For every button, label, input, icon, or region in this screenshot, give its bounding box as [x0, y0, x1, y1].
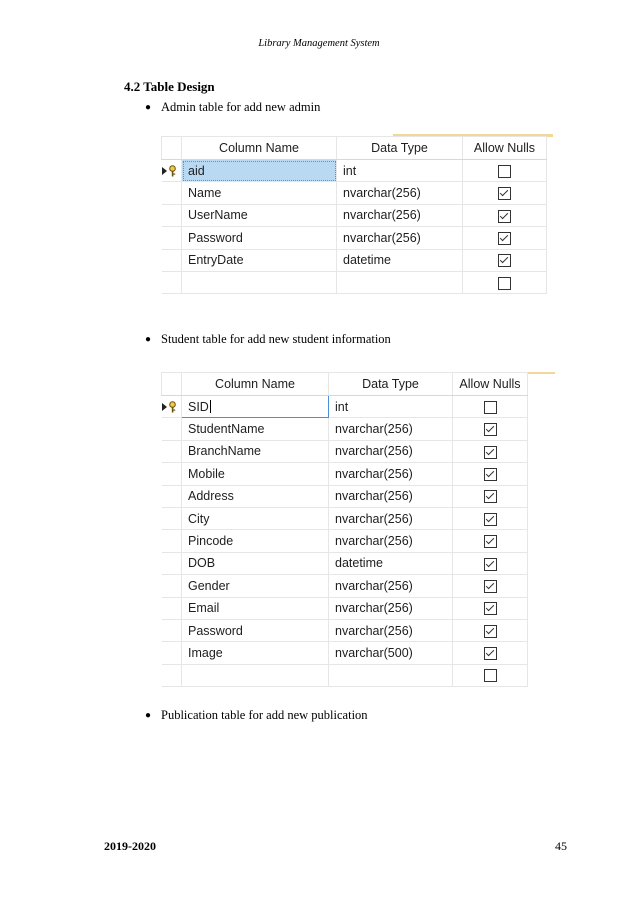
column-name-text: Name: [188, 186, 222, 201]
table-row[interactable]: [162, 619, 528, 641]
table-row[interactable]: [162, 530, 528, 552]
allow-nulls-checkbox[interactable]: [498, 232, 511, 245]
table-row[interactable]: [162, 552, 528, 574]
column-name-cell[interactable]: [182, 396, 329, 418]
column-name-text: Email: [188, 601, 220, 616]
bullet-text: Publication table for add new publication: [161, 708, 368, 722]
row-selector[interactable]: [162, 530, 182, 552]
bullet-icon: ●: [145, 710, 152, 721]
row-selector[interactable]: [162, 249, 182, 271]
row-selector[interactable]: [162, 271, 182, 293]
column-name-text: BranchName: [188, 444, 261, 459]
bullet-publication-table: [145, 708, 368, 723]
allow-nulls-cell: [463, 204, 547, 226]
primary-key-icon: [168, 401, 177, 413]
column-name-text: StudentName: [188, 422, 265, 437]
table-row[interactable]: [162, 396, 528, 418]
allow-nulls-checkbox[interactable]: [498, 254, 511, 267]
column-name-text: Address: [188, 489, 234, 504]
column-name-cell[interactable]: [182, 642, 329, 664]
allow-nulls-cell: [453, 507, 528, 529]
allow-nulls-cell: [463, 182, 547, 204]
column-name-cell[interactable]: [182, 664, 329, 686]
column-name-text: Password: [188, 230, 243, 245]
table-row[interactable]: [162, 271, 547, 293]
data-type-cell[interactable]: nvarchar(256): [329, 485, 453, 507]
allow-nulls-cell: [453, 575, 528, 597]
column-name-text: Pincode: [188, 534, 234, 549]
row-selector[interactable]: [162, 160, 182, 182]
data-type-cell[interactable]: [337, 271, 463, 293]
column-name-text: EntryDate: [188, 253, 244, 268]
table-row[interactable]: [162, 182, 547, 204]
row-selector[interactable]: [162, 440, 182, 462]
allow-nulls-checkbox[interactable]: [498, 187, 511, 200]
allow-nulls-checkbox[interactable]: [498, 165, 511, 178]
allow-nulls-cell: [453, 418, 528, 440]
footer-year: 2019-2020: [104, 839, 156, 853]
allow-nulls-cell: [453, 530, 528, 552]
column-name-cell[interactable]: [182, 271, 337, 293]
column-name-cell[interactable]: [182, 530, 329, 552]
grid-header-row: [162, 137, 547, 160]
page-header: Library Management System: [258, 38, 380, 49]
bullet-text: Student table for add new student information: [161, 332, 391, 346]
column-name-header[interactable]: Column Name: [182, 373, 329, 396]
data-type-cell[interactable]: nvarchar(256): [329, 418, 453, 440]
row-selector[interactable]: [162, 182, 182, 204]
data-type-cell[interactable]: nvarchar(256): [329, 530, 453, 552]
column-name-cell[interactable]: [182, 507, 329, 529]
allow-nulls-cell: [453, 619, 528, 641]
column-name-text: City: [188, 511, 210, 526]
data-type-cell[interactable]: nvarchar(256): [337, 227, 463, 249]
data-type-cell[interactable]: int: [329, 396, 453, 418]
row-selector[interactable]: [162, 575, 182, 597]
allow-nulls-header[interactable]: Allow Nulls: [463, 137, 547, 160]
data-type-cell[interactable]: nvarchar(256): [329, 440, 453, 462]
table-row[interactable]: [162, 463, 528, 485]
column-name-cell[interactable]: [182, 160, 337, 182]
column-name-cell[interactable]: [182, 249, 337, 271]
allow-nulls-cell: [453, 463, 528, 485]
column-name-cell[interactable]: [182, 227, 337, 249]
allow-nulls-checkbox[interactable]: [484, 535, 497, 548]
column-name-text: DOB: [188, 556, 216, 571]
column-name-cell[interactable]: [182, 182, 337, 204]
current-row-indicator-icon: [162, 400, 177, 414]
allow-nulls-checkbox[interactable]: [484, 446, 497, 459]
admin-table-designer: [161, 136, 547, 294]
admin-columns-grid: [161, 136, 547, 294]
column-name-text: Image: [188, 645, 223, 660]
column-name-cell[interactable]: [182, 575, 329, 597]
allow-nulls-cell: [453, 664, 528, 686]
column-name-cell[interactable]: [182, 485, 329, 507]
allow-nulls-cell: [463, 160, 547, 182]
column-name-header[interactable]: Column Name: [182, 137, 337, 160]
column-name-cell[interactable]: [182, 597, 329, 619]
data-type-header[interactable]: Data Type: [329, 373, 453, 396]
allow-nulls-checkbox[interactable]: [484, 558, 497, 571]
row-selector[interactable]: [162, 463, 182, 485]
data-type-cell[interactable]: datetime: [329, 552, 453, 574]
allow-nulls-checkbox[interactable]: [498, 277, 511, 290]
text-cursor: [210, 400, 211, 413]
section-heading: 4.2 Table Design: [124, 79, 215, 94]
allow-nulls-header[interactable]: Allow Nulls: [453, 373, 528, 396]
current-row-indicator-icon: [162, 164, 177, 178]
bullet-icon: ●: [145, 334, 152, 345]
allow-nulls-cell: [453, 597, 528, 619]
row-selector[interactable]: [162, 619, 182, 641]
column-name-cell[interactable]: [182, 418, 329, 440]
allow-nulls-checkbox[interactable]: [484, 647, 497, 660]
allow-nulls-cell: [463, 249, 547, 271]
data-type-cell[interactable]: nvarchar(500): [329, 642, 453, 664]
table-row[interactable]: [162, 204, 547, 226]
allow-nulls-checkbox[interactable]: [484, 513, 497, 526]
row-selector[interactable]: [162, 664, 182, 686]
table-row[interactable]: [162, 440, 528, 462]
bullet-text: Admin table for add new admin: [161, 100, 321, 114]
data-type-header[interactable]: Data Type: [337, 137, 463, 160]
allow-nulls-checkbox[interactable]: [484, 580, 497, 593]
column-name-cell[interactable]: [182, 204, 337, 226]
data-type-cell[interactable]: nvarchar(256): [337, 182, 463, 204]
data-type-cell[interactable]: datetime: [337, 249, 463, 271]
data-type-cell[interactable]: int: [337, 160, 463, 182]
allow-nulls-checkbox[interactable]: [484, 602, 497, 615]
table-row[interactable]: [162, 597, 528, 619]
allow-nulls-cell: [453, 396, 528, 418]
allow-nulls-cell: [453, 642, 528, 664]
row-selector[interactable]: [162, 642, 182, 664]
allow-nulls-cell: [463, 227, 547, 249]
student-columns-grid: [161, 372, 528, 687]
column-name-cell[interactable]: [182, 619, 329, 641]
table-row[interactable]: [162, 160, 547, 182]
allow-nulls-cell: [463, 271, 547, 293]
column-name-text: SID: [188, 399, 209, 414]
data-type-cell[interactable]: nvarchar(256): [329, 463, 453, 485]
row-selector[interactable]: [162, 597, 182, 619]
table-row[interactable]: [162, 507, 528, 529]
column-name-cell[interactable]: [182, 552, 329, 574]
row-selector[interactable]: [162, 485, 182, 507]
table-row[interactable]: [162, 249, 547, 271]
table-row[interactable]: [162, 664, 528, 686]
allow-nulls-cell: [453, 440, 528, 462]
table-row[interactable]: [162, 418, 528, 440]
row-selector[interactable]: [162, 227, 182, 249]
row-selector-header: [162, 373, 182, 396]
row-selector[interactable]: [162, 396, 182, 418]
table-row[interactable]: [162, 227, 547, 249]
row-selector-header: [162, 137, 182, 160]
page-number: 45: [555, 839, 567, 853]
column-name-cell[interactable]: [182, 463, 329, 485]
table-row[interactable]: [162, 642, 528, 664]
allow-nulls-cell: [453, 485, 528, 507]
primary-key-icon: [168, 165, 177, 177]
student-table-designer: [161, 372, 528, 687]
data-type-cell[interactable]: nvarchar(256): [329, 619, 453, 641]
allow-nulls-checkbox[interactable]: [484, 401, 497, 414]
data-type-cell[interactable]: nvarchar(256): [329, 597, 453, 619]
row-selector[interactable]: [162, 552, 182, 574]
column-name-text: Password: [188, 623, 243, 638]
allow-nulls-checkbox[interactable]: [484, 669, 497, 682]
data-type-cell[interactable]: nvarchar(256): [329, 507, 453, 529]
bullet-icon: ●: [145, 102, 152, 113]
row-selector[interactable]: [162, 507, 182, 529]
allow-nulls-checkbox[interactable]: [484, 468, 497, 481]
data-type-cell[interactable]: [329, 664, 453, 686]
column-name-cell[interactable]: [182, 440, 329, 462]
table-row[interactable]: [162, 575, 528, 597]
column-name-text: UserName: [188, 208, 248, 223]
allow-nulls-cell: [453, 552, 528, 574]
data-type-cell[interactable]: nvarchar(256): [337, 204, 463, 226]
column-name-text: aid: [188, 163, 205, 178]
bullet-student-table: [145, 332, 391, 347]
grid-header-row: [162, 373, 528, 396]
allow-nulls-checkbox[interactable]: [484, 490, 497, 503]
allow-nulls-checkbox[interactable]: [484, 423, 497, 436]
row-selector[interactable]: [162, 418, 182, 440]
data-type-cell[interactable]: nvarchar(256): [329, 575, 453, 597]
table-row[interactable]: [162, 485, 528, 507]
column-name-text: Mobile: [188, 466, 225, 481]
column-name-text: Gender: [188, 578, 230, 593]
allow-nulls-checkbox[interactable]: [484, 625, 497, 638]
bullet-admin-table: [145, 100, 320, 115]
allow-nulls-checkbox[interactable]: [498, 210, 511, 223]
row-selector[interactable]: [162, 204, 182, 226]
